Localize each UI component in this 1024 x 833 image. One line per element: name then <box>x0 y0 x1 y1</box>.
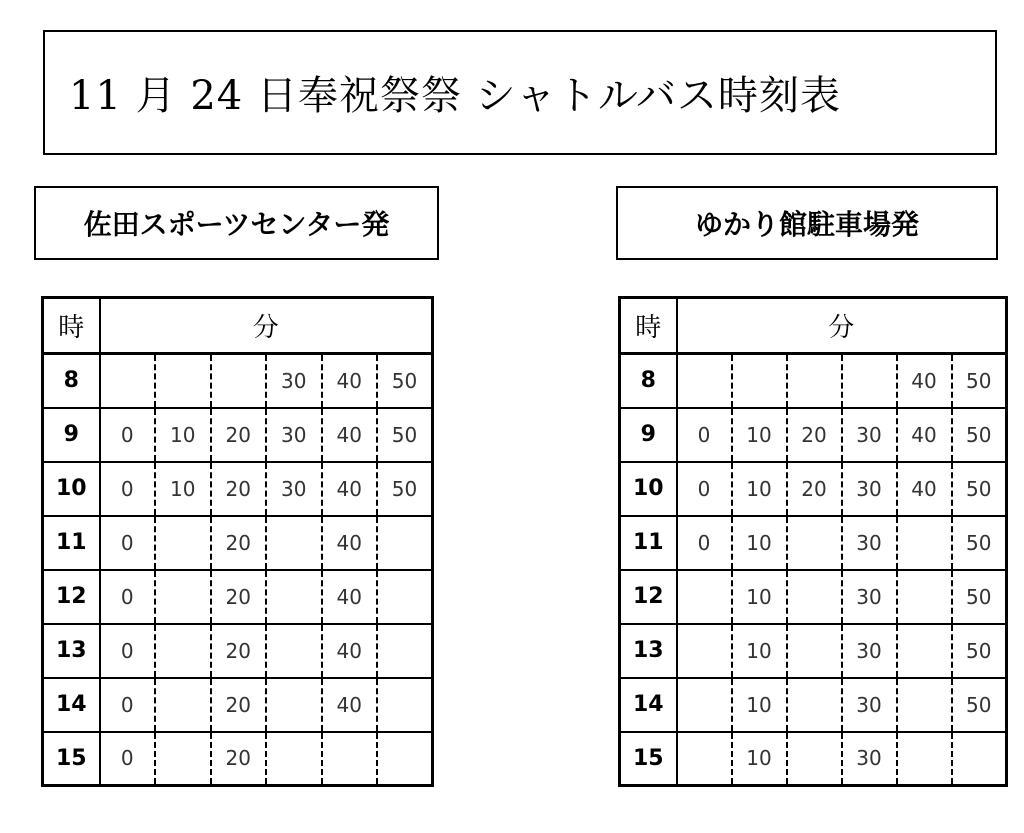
table-row <box>620 678 1007 732</box>
hour-cell: 11 <box>43 516 100 570</box>
minute-cell: 20 <box>211 462 267 516</box>
minute-cell: 50 <box>952 678 1007 732</box>
minute-cell: 0 <box>100 408 156 462</box>
minute-cell: 40 <box>322 624 378 678</box>
minute-cell: 10 <box>732 732 787 786</box>
minute-cell <box>787 624 842 678</box>
table-row <box>43 462 433 516</box>
minute-cell: 40 <box>322 516 378 570</box>
hour-cell: 9 <box>620 408 677 462</box>
hour-cell: 10 <box>620 462 677 516</box>
minute-cell <box>897 624 952 678</box>
minute-cell: 0 <box>100 624 156 678</box>
timetable-right <box>618 296 1008 787</box>
departure-station-left: 佐田スポーツセンター発 <box>34 186 439 260</box>
minute-cell: 40 <box>322 354 378 408</box>
minute-cell <box>266 732 322 786</box>
minute-cell: 20 <box>211 516 267 570</box>
minute-cell: 40 <box>897 462 952 516</box>
hour-cell: 8 <box>620 354 677 408</box>
minute-cell: 20 <box>211 408 267 462</box>
page-title: 11 月 24 日奉祝祭祭 シャトルバス時刻表 <box>43 30 997 155</box>
minute-cell <box>677 732 732 786</box>
minute-cell <box>677 678 732 732</box>
minute-cell: 50 <box>952 462 1007 516</box>
hour-cell: 12 <box>43 570 100 624</box>
minute-cell: 20 <box>787 462 842 516</box>
minute-cell: 20 <box>211 624 267 678</box>
minute-cell <box>377 516 433 570</box>
hour-cell: 13 <box>620 624 677 678</box>
minute-cell <box>377 732 433 786</box>
table-row <box>43 516 433 570</box>
minute-cell: 50 <box>952 408 1007 462</box>
minute-cell <box>732 354 787 408</box>
table-row <box>43 624 433 678</box>
table-row <box>620 732 1007 786</box>
minute-cell <box>155 732 211 786</box>
hour-cell: 15 <box>43 732 100 786</box>
hour-cell: 14 <box>620 678 677 732</box>
header-row <box>43 298 433 354</box>
minute-cell <box>897 678 952 732</box>
minute-cell: 0 <box>100 732 156 786</box>
minute-cell: 40 <box>322 462 378 516</box>
table-row <box>43 408 433 462</box>
table-row <box>620 354 1007 408</box>
minute-cell: 50 <box>377 408 433 462</box>
table-row <box>620 624 1007 678</box>
minute-cell: 0 <box>677 408 732 462</box>
table-row <box>43 570 433 624</box>
minute-cell: 0 <box>100 516 156 570</box>
minute-cell: 50 <box>952 624 1007 678</box>
minute-cell: 40 <box>322 570 378 624</box>
minute-cell: 30 <box>842 678 897 732</box>
minute-cell: 10 <box>155 408 211 462</box>
timetable-body <box>620 298 1007 786</box>
minute-cell: 10 <box>732 462 787 516</box>
minute-cell: 10 <box>732 624 787 678</box>
minute-cell: 10 <box>732 516 787 570</box>
minute-cell <box>377 570 433 624</box>
minute-cell <box>787 354 842 408</box>
minute-cell <box>677 570 732 624</box>
departure-station-right: ゆかり館駐車場発 <box>616 186 998 260</box>
minute-cell: 20 <box>211 570 267 624</box>
minute-cell <box>100 354 156 408</box>
minute-cell <box>155 354 211 408</box>
minute-cell: 40 <box>322 408 378 462</box>
minute-cell: 50 <box>377 462 433 516</box>
minute-cell <box>377 678 433 732</box>
minute-cell: 40 <box>322 678 378 732</box>
minute-cell: 0 <box>677 462 732 516</box>
minute-cell: 10 <box>732 408 787 462</box>
minute-cell <box>155 678 211 732</box>
minute-cell <box>952 732 1007 786</box>
minute-cell <box>322 732 378 786</box>
minute-cell <box>677 354 732 408</box>
minute-cell <box>897 516 952 570</box>
table-row <box>620 516 1007 570</box>
minute-cell <box>897 570 952 624</box>
hour-cell: 14 <box>43 678 100 732</box>
minute-cell: 0 <box>677 516 732 570</box>
minute-cell <box>377 624 433 678</box>
minute-cell <box>787 570 842 624</box>
minute-cell <box>266 516 322 570</box>
hour-cell: 13 <box>43 624 100 678</box>
hour-cell: 8 <box>43 354 100 408</box>
minute-cell: 0 <box>100 462 156 516</box>
timetable-left <box>41 296 434 787</box>
minute-cell: 40 <box>897 408 952 462</box>
minute-cell <box>211 354 267 408</box>
minute-cell: 30 <box>266 408 322 462</box>
minute-cell <box>677 624 732 678</box>
minute-cell: 30 <box>842 516 897 570</box>
minute-cell: 20 <box>787 408 842 462</box>
minute-cell: 30 <box>842 732 897 786</box>
minute-cell: 10 <box>155 462 211 516</box>
hour-cell: 9 <box>43 408 100 462</box>
hour-cell: 15 <box>620 732 677 786</box>
table-row <box>43 732 433 786</box>
minute-cell <box>266 570 322 624</box>
table-row <box>43 354 433 408</box>
minute-cell <box>155 624 211 678</box>
hour-column-header: 時 <box>620 298 677 354</box>
minute-cell <box>266 678 322 732</box>
minute-cell: 50 <box>377 354 433 408</box>
minute-cell <box>787 516 842 570</box>
minute-cell: 30 <box>842 462 897 516</box>
minute-cell: 50 <box>952 354 1007 408</box>
header-row <box>620 298 1007 354</box>
timetable-body <box>43 298 433 786</box>
table-row <box>43 678 433 732</box>
minute-cell: 10 <box>732 678 787 732</box>
minute-cell <box>155 516 211 570</box>
minute-cell <box>787 678 842 732</box>
minute-cell: 50 <box>952 516 1007 570</box>
hour-column-header: 時 <box>43 298 100 354</box>
minute-column-header: 分 <box>677 298 1007 354</box>
minute-cell: 20 <box>211 678 267 732</box>
minute-cell <box>897 732 952 786</box>
minute-cell: 0 <box>100 678 156 732</box>
minute-cell: 30 <box>266 354 322 408</box>
table-row <box>620 408 1007 462</box>
minute-cell: 50 <box>952 570 1007 624</box>
minute-cell <box>155 570 211 624</box>
minute-cell: 30 <box>842 624 897 678</box>
hour-cell: 10 <box>43 462 100 516</box>
minute-cell: 10 <box>732 570 787 624</box>
minute-cell: 20 <box>211 732 267 786</box>
minute-cell: 0 <box>100 570 156 624</box>
minute-cell: 30 <box>266 462 322 516</box>
minute-cell <box>787 732 842 786</box>
minute-cell: 30 <box>842 570 897 624</box>
minute-cell <box>842 354 897 408</box>
minute-cell: 40 <box>897 354 952 408</box>
minute-cell: 30 <box>842 408 897 462</box>
hour-cell: 11 <box>620 516 677 570</box>
minute-cell <box>266 624 322 678</box>
table-row <box>620 570 1007 624</box>
table-row <box>620 462 1007 516</box>
hour-cell: 12 <box>620 570 677 624</box>
minute-column-header: 分 <box>100 298 433 354</box>
